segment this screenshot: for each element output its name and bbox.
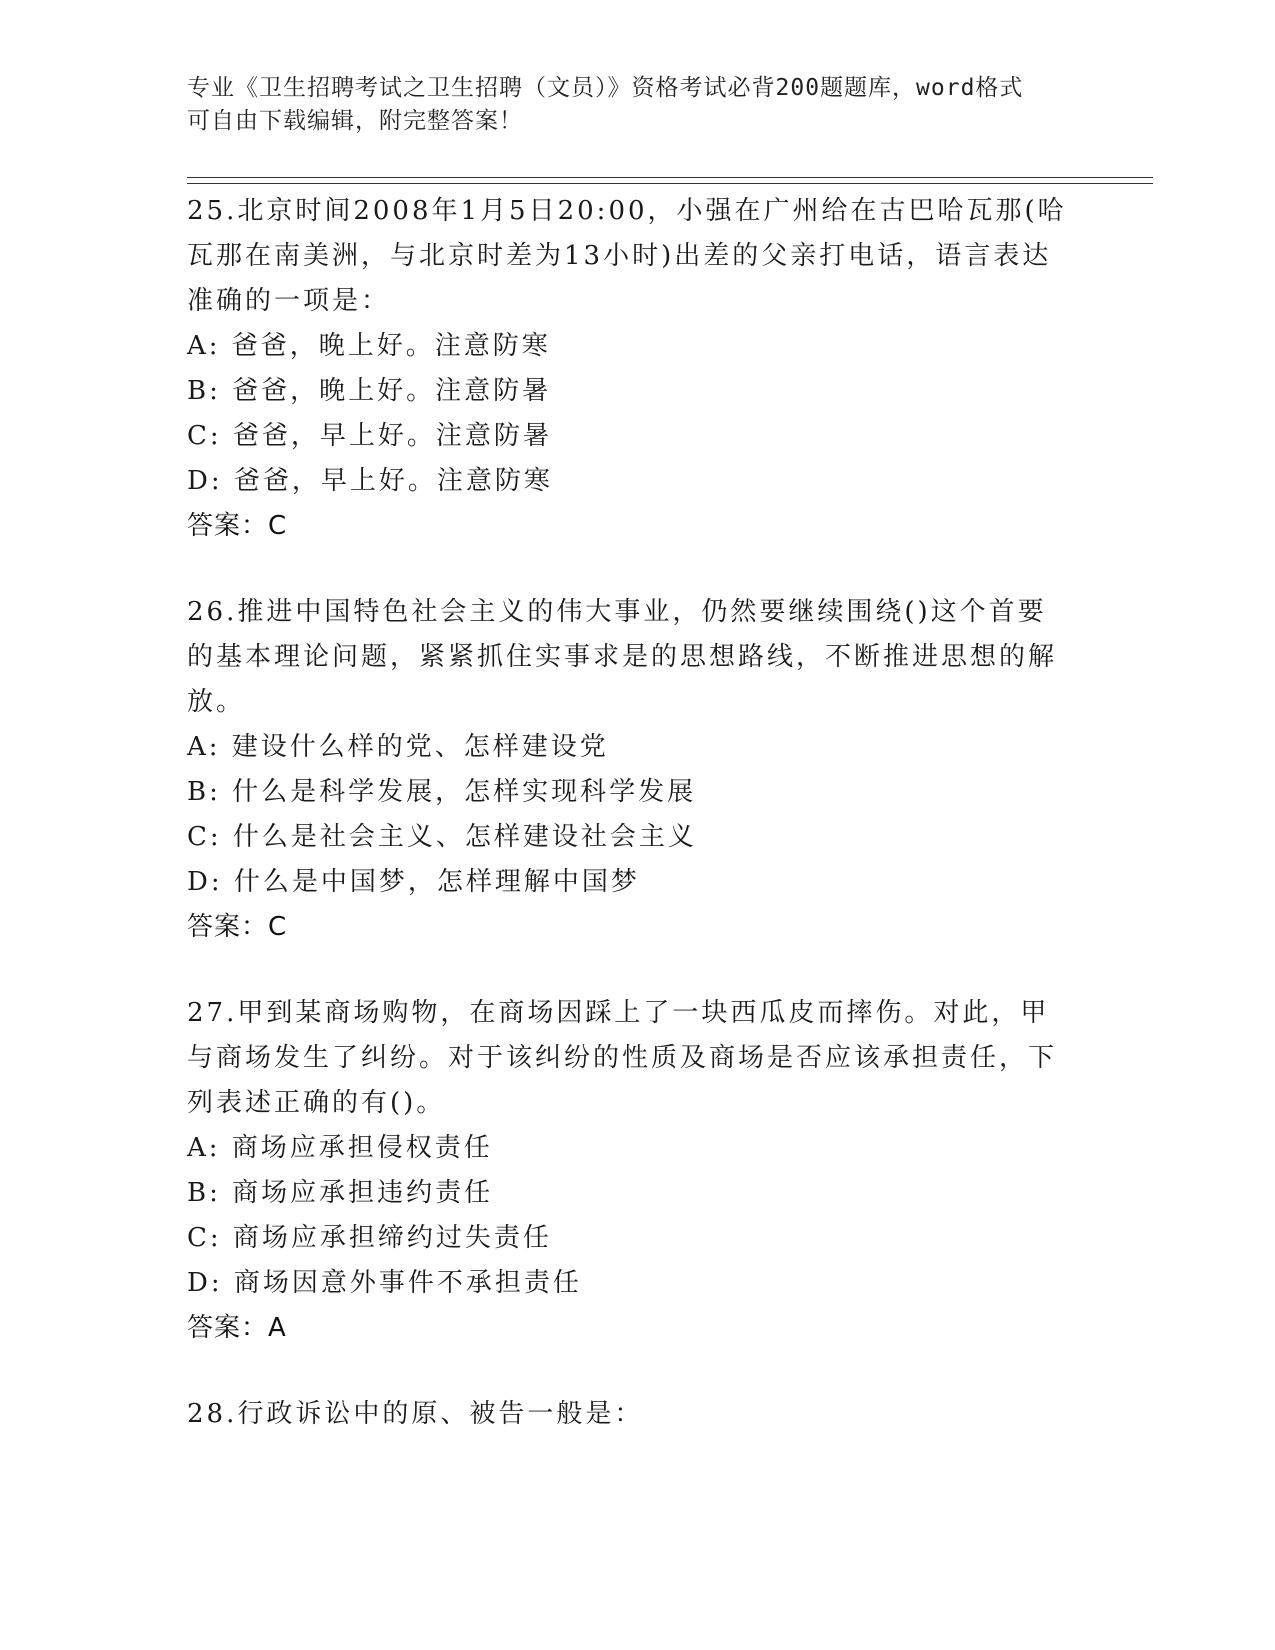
header-rule-top <box>187 177 1153 178</box>
document-header <box>187 72 1067 138</box>
option-d: D: 商场因意外事件不承担责任 <box>187 1268 582 1298</box>
option-c: C: 爸爸，早上好。注意防暑 <box>187 421 552 451</box>
question-stem: 25.北京时间2008年1月5日20:00，小强在广州给在古巴哈瓦那(哈瓦那在南美洲，与北京时差为13小时)出差的父亲打电话，语言表达准确的一项是： <box>187 196 1067 316</box>
question-25 <box>187 189 1067 549</box>
option-a: A: 商场应承担侵权责任 <box>187 1133 493 1163</box>
question-stem: 26.推进中国特色社会主义的伟大事业，仍然要继续围绕()这个首要的基本理论问题，紧紧抓住实事求是的思想路线，不断推进思想的解放。 <box>187 597 1058 717</box>
question-27 <box>187 991 1067 1351</box>
question-list <box>187 189 1067 1437</box>
question-28 <box>187 1392 1067 1437</box>
answer-label: 答案：C <box>187 912 288 942</box>
option-d: D: 什么是中国梦，怎样理解中国梦 <box>187 867 640 897</box>
answer-label: 答案：A <box>187 1313 287 1343</box>
option-a: A: 建设什么样的党、怎样建设党 <box>187 732 609 762</box>
option-b: B: 什么是科学发展，怎样实现科学发展 <box>187 777 697 807</box>
option-b: B: 商场应承担违约责任 <box>187 1178 494 1208</box>
answer-label: 答案：C <box>187 511 288 541</box>
header-line-1: 专业《卫生招聘考试之卫生招聘（文员）》资格考试必背200题题库，word格式 <box>187 75 1024 101</box>
question-stem: 28.行政诉讼中的原、被告一般是： <box>187 1399 644 1429</box>
header-rule-bottom <box>187 183 1153 184</box>
option-c: C: 什么是社会主义、怎样建设社会主义 <box>187 822 697 852</box>
question-26 <box>187 590 1067 950</box>
option-d: D: 爸爸，早上好。注意防寒 <box>187 466 553 496</box>
question-stem: 27.甲到某商场购物，在商场因踩上了一块西瓜皮而摔伤。对此，甲与商场发生了纠纷。对于该纠纷的性质及商场是否应该承担责任，下列表述正确的有()。 <box>187 998 1058 1118</box>
option-b: B: 爸爸，晚上好。注意防暑 <box>187 376 552 406</box>
header-line-2: 可自由下载编辑，附完整答案！ <box>187 108 523 134</box>
option-c: C: 商场应承担缔约过失责任 <box>187 1223 552 1253</box>
option-a: A: 爸爸，晚上好。注意防寒 <box>187 331 551 361</box>
